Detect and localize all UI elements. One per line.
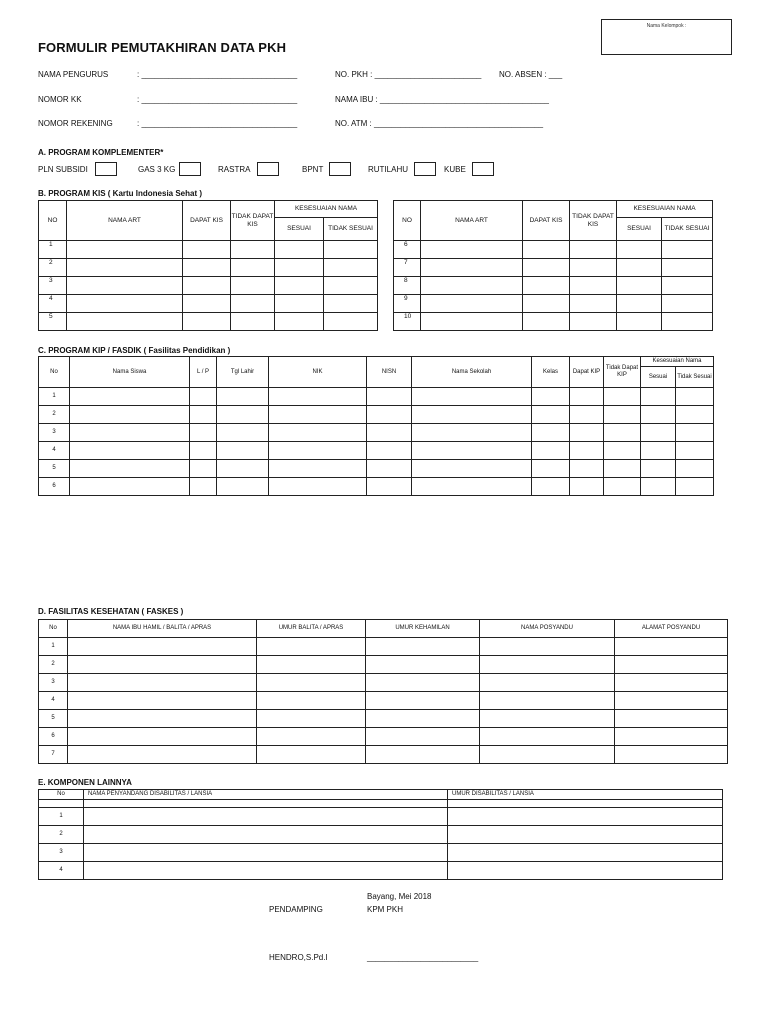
table-cell[interactable] <box>523 259 570 277</box>
kip-header-nisn: NISN <box>367 357 412 388</box>
table-cell[interactable] <box>367 406 412 424</box>
table-cell[interactable] <box>217 460 269 478</box>
table-cell[interactable] <box>269 460 367 478</box>
kpm-signature-line[interactable]: _________________________ <box>367 953 479 962</box>
table-cell[interactable] <box>412 442 532 460</box>
table-cell[interactable] <box>217 478 269 496</box>
table-cell[interactable] <box>617 313 662 331</box>
faskes-header-nama: NAMA IBU HAMIL / BALITA / APRAS <box>68 620 257 638</box>
table-cell[interactable] <box>84 862 448 880</box>
table-cell[interactable] <box>231 295 275 313</box>
table-cell[interactable] <box>480 692 615 710</box>
pendamping-name: HENDRO,S.Pd.I <box>269 953 328 962</box>
table-cell[interactable] <box>269 388 367 406</box>
kip-header-kesesuaian: Kesesuaian Nama <box>641 357 714 367</box>
table-cell[interactable] <box>275 277 324 295</box>
table-cell[interactable] <box>70 442 190 460</box>
table-cell[interactable] <box>190 478 217 496</box>
row-number: 4 <box>39 442 70 460</box>
section-e-title: E. KOMPONEN LAINNYA <box>38 778 132 787</box>
table-cell[interactable] <box>366 656 480 674</box>
table-cell[interactable] <box>68 656 257 674</box>
table-cell[interactable] <box>269 424 367 442</box>
table-cell[interactable] <box>257 638 366 656</box>
table-cell[interactable] <box>421 241 523 259</box>
table-row <box>39 406 714 424</box>
table-cell[interactable] <box>190 460 217 478</box>
kis-header-tidak: TIDAK DAPAT KIS <box>231 201 275 241</box>
table-cell[interactable] <box>617 277 662 295</box>
table-cell[interactable] <box>676 460 714 478</box>
section-d-title: D. FASILITAS KESEHATAN ( FASKES ) <box>38 607 184 616</box>
kelompok-label: Nama Kelompok : <box>646 23 687 29</box>
table-cell[interactable] <box>68 692 257 710</box>
table-cell[interactable] <box>615 746 728 764</box>
bpnt-checkbox[interactable] <box>329 162 351 176</box>
table-cell[interactable] <box>367 460 412 478</box>
table-cell[interactable] <box>448 826 723 844</box>
table-cell[interactable] <box>604 406 641 424</box>
table-cell[interactable] <box>676 442 714 460</box>
table-cell[interactable] <box>257 692 366 710</box>
komplementer-label-bpnt: BPNT <box>302 165 324 174</box>
table-cell[interactable] <box>604 442 641 460</box>
table-cell[interactable] <box>412 406 532 424</box>
kip-header-sesuai: Sesuai <box>641 367 676 388</box>
table-cell[interactable] <box>570 406 604 424</box>
kis-header-tidak-sesuai: TIDAK SESUAI <box>662 218 713 241</box>
table-cell[interactable] <box>662 277 713 295</box>
kip-header-nik: NIK <box>269 357 367 388</box>
no-atm-field[interactable]: NO. ATM : ______________________________________ <box>335 119 544 128</box>
table-cell[interactable] <box>231 277 275 295</box>
table-cell[interactable] <box>421 295 523 313</box>
pendamping-label: PENDAMPING <box>269 905 323 914</box>
table-cell[interactable] <box>190 406 217 424</box>
kis-header-dapat: DAPAT KIS <box>523 201 570 241</box>
table-row <box>39 862 723 880</box>
table-cell[interactable] <box>532 388 570 406</box>
table-cell[interactable] <box>421 259 523 277</box>
nomor-kk-field[interactable]: : ___________________________________ <box>137 95 298 104</box>
row-number: 8 <box>394 277 421 295</box>
row-number: 3 <box>39 844 84 862</box>
row-number: 3 <box>39 277 67 295</box>
table-cell[interactable] <box>70 478 190 496</box>
table-cell[interactable] <box>366 728 480 746</box>
table-cell[interactable] <box>367 478 412 496</box>
table-cell[interactable] <box>275 241 324 259</box>
table-cell[interactable] <box>412 460 532 478</box>
table-cell[interactable] <box>532 460 570 478</box>
kelompok-box[interactable] <box>601 19 732 55</box>
section-a-title: A. PROGRAM KOMPLEMENTER* <box>38 148 164 157</box>
table-cell[interactable] <box>183 277 231 295</box>
table-cell[interactable] <box>617 259 662 277</box>
table-cell[interactable] <box>190 442 217 460</box>
faskes-header-umur-balita: UMUR BALITA / APRAS <box>257 620 366 638</box>
table-row <box>39 638 728 656</box>
table-cell[interactable] <box>366 638 480 656</box>
form-title: FORMULIR PEMUTAKHIRAN DATA PKH <box>38 40 287 55</box>
table-cell[interactable] <box>570 313 617 331</box>
table-cell[interactable] <box>532 424 570 442</box>
row-number: 1 <box>39 241 67 259</box>
table-cell[interactable] <box>615 656 728 674</box>
table-cell[interactable] <box>70 460 190 478</box>
table-cell[interactable] <box>366 674 480 692</box>
table-cell[interactable] <box>324 259 378 277</box>
table-cell[interactable] <box>84 844 448 862</box>
table-row <box>39 746 728 764</box>
table-cell[interactable] <box>570 241 617 259</box>
table-cell[interactable] <box>366 692 480 710</box>
kis-header-tidak-sesuai: TIDAK SESUAI <box>324 218 378 241</box>
table-cell[interactable] <box>217 442 269 460</box>
row-number: 1 <box>39 388 70 406</box>
table-cell[interactable] <box>217 424 269 442</box>
table-cell[interactable] <box>480 656 615 674</box>
table-cell[interactable] <box>275 295 324 313</box>
table-row <box>39 674 728 692</box>
table-cell[interactable] <box>269 442 367 460</box>
table-cell[interactable] <box>366 746 480 764</box>
table-cell[interactable] <box>532 478 570 496</box>
gas-checkbox[interactable] <box>179 162 201 176</box>
table-row <box>39 710 728 728</box>
table-cell[interactable] <box>412 478 532 496</box>
kip-header-no: No <box>39 357 70 388</box>
kis-header-sesuai: SESUAI <box>617 218 662 241</box>
nama-pengurus-field[interactable]: : ___________________________________ <box>137 70 298 79</box>
faskes-header-no: No <box>39 620 68 638</box>
table-row <box>39 826 723 844</box>
table-cell[interactable] <box>183 295 231 313</box>
table-cell[interactable] <box>67 241 183 259</box>
kis-header-nama: NAMA ART <box>421 201 523 241</box>
table-row <box>39 241 378 259</box>
row-number: 5 <box>39 313 67 331</box>
kip-header-sekolah: Nama Sekolah <box>412 357 532 388</box>
table-cell[interactable] <box>324 277 378 295</box>
table-cell[interactable] <box>324 313 378 331</box>
table-cell[interactable] <box>275 259 324 277</box>
row-number: 7 <box>39 746 68 764</box>
table-cell[interactable] <box>269 406 367 424</box>
kip-table <box>38 356 714 496</box>
kis-header-no: NO <box>394 201 421 241</box>
table-cell[interactable] <box>217 406 269 424</box>
table-cell[interactable] <box>615 710 728 728</box>
table-cell[interactable] <box>662 241 713 259</box>
kis-header-kesesuaian: KESESUAIAN NAMA <box>617 201 713 218</box>
komplementer-label-rutilahu: RUTILAHU <box>368 165 409 174</box>
kip-header-tidak: Tidak Dapat KIP <box>604 357 641 388</box>
table-cell[interactable] <box>257 728 366 746</box>
table-cell[interactable] <box>68 674 257 692</box>
row-number: 2 <box>39 826 84 844</box>
row-number: 4 <box>39 692 68 710</box>
table-cell[interactable] <box>231 313 275 331</box>
table-row <box>39 478 714 496</box>
table-cell[interactable] <box>190 388 217 406</box>
row-number: 4 <box>39 295 67 313</box>
table-cell[interactable] <box>480 728 615 746</box>
table-cell[interactable] <box>257 710 366 728</box>
table-cell[interactable] <box>84 826 448 844</box>
table-cell[interactable] <box>641 442 676 460</box>
nomor-rekening-field[interactable]: : ___________________________________ <box>137 119 298 128</box>
row-number: 1 <box>39 808 84 826</box>
faskes-header-alamat: ALAMAT POSYANDU <box>615 620 728 638</box>
row-number: 1 <box>39 638 68 656</box>
table-cell[interactable] <box>68 746 257 764</box>
table-cell[interactable] <box>68 710 257 728</box>
table-cell[interactable] <box>641 406 676 424</box>
kis-header-no: NO <box>39 201 67 241</box>
lainnya-header-umur: UMUR DISABILITAS / LANSIA <box>448 790 723 800</box>
row-number: 10 <box>394 313 421 331</box>
nomor-kk-label: NOMOR KK <box>38 95 82 104</box>
section-b-title: B. PROGRAM KIS ( Kartu Indonesia Sehat ) <box>38 189 203 198</box>
table-cell[interactable] <box>641 388 676 406</box>
table-cell[interactable] <box>523 295 570 313</box>
row-number: 5 <box>39 710 68 728</box>
table-row <box>39 844 723 862</box>
table-cell[interactable] <box>68 728 257 746</box>
row-number: 9 <box>394 295 421 313</box>
no-pkh-field[interactable]: NO. PKH : ________________________ <box>335 70 482 79</box>
table-cell[interactable] <box>676 424 714 442</box>
table-cell[interactable] <box>523 241 570 259</box>
place-date: Bayang, Mei 2018 <box>367 892 432 901</box>
table-cell[interactable] <box>641 424 676 442</box>
table-row <box>39 728 728 746</box>
table-cell[interactable] <box>70 388 190 406</box>
lainnya-header-no: No <box>39 790 84 800</box>
table-row <box>39 692 728 710</box>
table-row <box>39 277 378 295</box>
lainnya-header-nama: NAMA PENYANDANG DISABILITAS / LANSIA <box>84 790 448 800</box>
table-cell[interactable] <box>183 313 231 331</box>
table-row <box>39 388 714 406</box>
faskes-table <box>38 619 728 764</box>
table-cell[interactable] <box>662 259 713 277</box>
komplementer-label-kube: KUBE <box>444 165 466 174</box>
table-cell[interactable] <box>570 388 604 406</box>
table-row <box>39 460 714 478</box>
table-cell[interactable] <box>615 674 728 692</box>
kis-table-right <box>393 200 713 331</box>
table-cell[interactable] <box>257 674 366 692</box>
table-cell[interactable] <box>532 442 570 460</box>
table-cell[interactable] <box>67 259 183 277</box>
section-c-title: C. PROGRAM KIP / FASDIK ( Fasilitas Pendidikan ) <box>38 346 231 355</box>
table-row <box>39 259 378 277</box>
table-row <box>39 295 378 313</box>
table-row <box>39 313 378 331</box>
faskes-header-posyandu: NAMA POSYANDU <box>480 620 615 638</box>
lainnya-table <box>38 789 723 880</box>
table-cell[interactable] <box>448 844 723 862</box>
table-cell[interactable] <box>617 241 662 259</box>
kip-header-dapat: Dapat KIP <box>570 357 604 388</box>
table-cell[interactable] <box>480 746 615 764</box>
table-cell[interactable] <box>570 478 604 496</box>
table-cell[interactable] <box>269 478 367 496</box>
pln-checkbox[interactable] <box>95 162 117 176</box>
table-cell[interactable] <box>257 656 366 674</box>
row-number: 2 <box>39 656 68 674</box>
kip-header-tgl: Tgl Lahir <box>217 357 269 388</box>
table-cell[interactable] <box>615 638 728 656</box>
table-row <box>39 442 714 460</box>
table-cell[interactable] <box>70 406 190 424</box>
table-cell[interactable] <box>662 313 713 331</box>
table-cell[interactable] <box>257 746 366 764</box>
table-cell[interactable] <box>480 638 615 656</box>
table-cell[interactable] <box>676 478 714 496</box>
table-cell[interactable] <box>570 460 604 478</box>
table-cell[interactable] <box>448 808 723 826</box>
table-cell[interactable] <box>448 862 723 880</box>
table-cell[interactable] <box>480 710 615 728</box>
kip-header-tidak-sesuai: Tidak Sesuai <box>676 367 714 388</box>
komplementer-label-rastra: RASTRA <box>218 165 251 174</box>
kis-header-nama: NAMA ART <box>67 201 183 241</box>
kip-header-kelas: Kelas <box>532 357 570 388</box>
table-row <box>39 656 728 674</box>
table-cell[interactable] <box>275 313 324 331</box>
kis-table-left <box>38 200 378 331</box>
table-row <box>394 295 713 313</box>
table-cell[interactable] <box>183 241 231 259</box>
row-number: 3 <box>39 674 68 692</box>
table-cell[interactable] <box>68 638 257 656</box>
table-row <box>39 808 723 826</box>
kis-header-tidak: TIDAK DAPAT KIS <box>570 201 617 241</box>
table-cell[interactable] <box>604 424 641 442</box>
nomor-rekening-label: NOMOR REKENING <box>38 119 113 128</box>
kube-checkbox[interactable] <box>472 162 494 176</box>
kpm-label: KPM PKH <box>367 905 404 914</box>
table-cell[interactable] <box>190 424 217 442</box>
table-cell[interactable] <box>604 460 641 478</box>
row-number: 6 <box>39 728 68 746</box>
table-cell[interactable] <box>367 442 412 460</box>
nama-pengurus-label: NAMA PENGURUS <box>38 70 109 79</box>
table-row <box>39 424 714 442</box>
table-cell[interactable] <box>367 424 412 442</box>
table-cell[interactable] <box>641 478 676 496</box>
table-cell[interactable] <box>570 424 604 442</box>
table-cell[interactable] <box>523 313 570 331</box>
table-cell[interactable] <box>570 295 617 313</box>
row-number: 6 <box>39 478 70 496</box>
table-cell[interactable] <box>676 406 714 424</box>
table-cell[interactable] <box>217 388 269 406</box>
row-number: 2 <box>39 406 70 424</box>
table-cell[interactable] <box>67 277 183 295</box>
kis-header-kesesuaian: KESESUAIAN NAMA <box>275 201 378 218</box>
kis-header-sesuai: SESUAI <box>275 218 324 241</box>
table-row <box>394 277 713 295</box>
rutilahu-checkbox[interactable] <box>414 162 436 176</box>
row-number: 2 <box>39 259 67 277</box>
kis-header-dapat: DAPAT KIS <box>183 201 231 241</box>
table-cell[interactable] <box>84 808 448 826</box>
table-cell[interactable] <box>662 295 713 313</box>
table-cell[interactable] <box>532 406 570 424</box>
table-cell[interactable] <box>641 460 676 478</box>
table-cell[interactable] <box>183 259 231 277</box>
table-cell[interactable] <box>523 277 570 295</box>
table-cell[interactable] <box>67 313 183 331</box>
table-cell[interactable] <box>70 424 190 442</box>
table-cell[interactable] <box>570 259 617 277</box>
table-cell[interactable] <box>615 728 728 746</box>
table-cell[interactable] <box>604 388 641 406</box>
kip-header-nama: Nama Siswa <box>70 357 190 388</box>
table-cell[interactable] <box>570 442 604 460</box>
table-cell[interactable] <box>615 692 728 710</box>
komplementer-label-pln: PLN SUBSIDI <box>38 165 88 174</box>
table-cell[interactable] <box>676 388 714 406</box>
table-cell[interactable] <box>231 241 275 259</box>
row-number: 7 <box>394 259 421 277</box>
row-number: 4 <box>39 862 84 880</box>
table-cell[interactable] <box>324 295 378 313</box>
row-number: 3 <box>39 424 70 442</box>
table-cell[interactable] <box>617 295 662 313</box>
table-cell[interactable] <box>324 241 378 259</box>
rastra-checkbox[interactable] <box>257 162 279 176</box>
table-cell[interactable] <box>421 313 523 331</box>
table-cell[interactable] <box>604 478 641 496</box>
table-cell[interactable] <box>367 388 412 406</box>
komplementer-label-gas: GAS 3 KG <box>138 165 176 174</box>
row-number: 6 <box>394 241 421 259</box>
table-cell[interactable] <box>480 674 615 692</box>
table-row <box>394 241 713 259</box>
table-cell[interactable] <box>570 277 617 295</box>
nama-ibu-field[interactable]: NAMA IBU : ______________________________________ <box>335 95 549 104</box>
table-cell[interactable] <box>421 277 523 295</box>
no-absen-field[interactable]: NO. ABSEN : ___ <box>499 70 563 79</box>
table-row <box>394 313 713 331</box>
table-cell[interactable] <box>412 388 532 406</box>
row-number: 5 <box>39 460 70 478</box>
table-cell[interactable] <box>412 424 532 442</box>
table-row <box>394 259 713 277</box>
table-cell[interactable] <box>67 295 183 313</box>
kip-header-lp: L / P <box>190 357 217 388</box>
table-cell[interactable] <box>366 710 480 728</box>
table-cell[interactable] <box>231 259 275 277</box>
faskes-header-umur-hamil: UMUR KEHAMILAN <box>366 620 480 638</box>
